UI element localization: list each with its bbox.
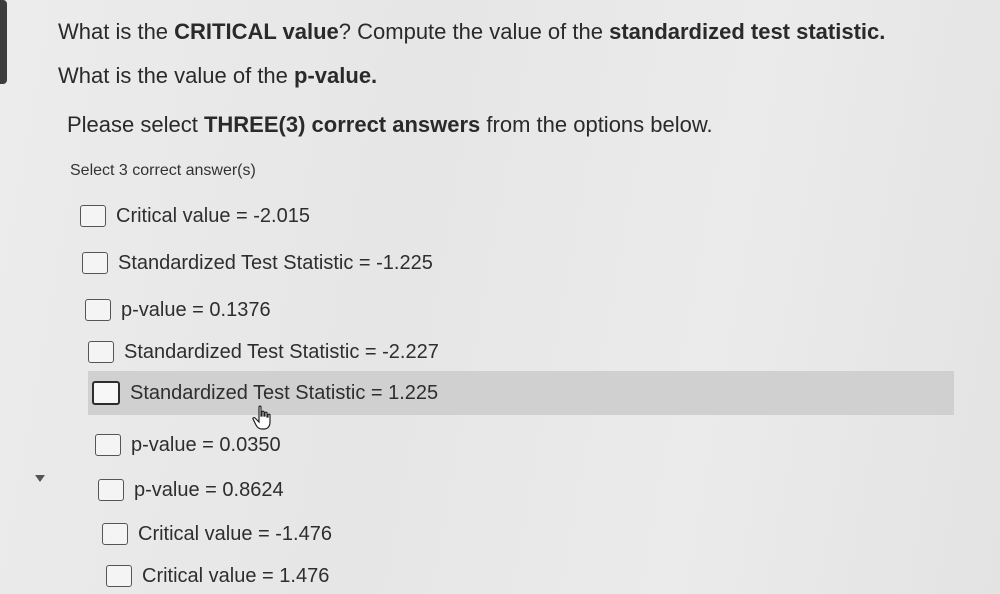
- answer-option-label: Standardized Test Statistic = -2.227: [124, 340, 439, 363]
- checkbox[interactable]: [106, 565, 132, 587]
- checkbox[interactable]: [82, 252, 108, 274]
- question-text-part: What is the value of the: [58, 63, 295, 88]
- answer-option-label: Critical value = -2.015: [116, 204, 310, 227]
- answer-option[interactable]: [102, 514, 332, 554]
- caret-down-icon[interactable]: [35, 475, 45, 482]
- answer-option[interactable]: [80, 196, 310, 236]
- question-text-part: What is the: [58, 19, 175, 44]
- answer-option-label: Standardized Test Statistic = 1.225: [130, 381, 439, 404]
- checkbox[interactable]: [88, 341, 114, 363]
- checkbox[interactable]: [102, 523, 128, 545]
- checkbox[interactable]: [92, 381, 120, 405]
- answer-option-label: p-value = 0.8624: [134, 478, 284, 501]
- checkbox[interactable]: [85, 299, 111, 321]
- answer-option[interactable]: [88, 332, 439, 372]
- answer-option[interactable]: [106, 556, 329, 594]
- question-emphasis: standardized test statistic.: [609, 19, 886, 44]
- answer-option[interactable]: [82, 243, 433, 283]
- answer-option[interactable]: [98, 470, 284, 510]
- instruction-part: Please select: [67, 112, 204, 137]
- answer-option-label: p-value = 0.1376: [121, 298, 271, 321]
- instruction-emphasis: THREE(3) correct answers: [203, 112, 481, 137]
- checkbox[interactable]: [98, 479, 124, 501]
- answer-option-label: p-value = 0.0350: [131, 433, 281, 456]
- answer-option-hovered[interactable]: [88, 371, 954, 415]
- question-emphasis: CRITICAL value: [174, 19, 339, 44]
- answer-option-label: Critical value = 1.476: [142, 564, 330, 587]
- answer-option-label: Standardized Test Statistic = -1.225: [118, 251, 433, 274]
- select-count-label: Select 3 correct answer(s): [70, 162, 256, 179]
- answer-option[interactable]: [85, 290, 271, 330]
- question-emphasis: p-value.: [294, 63, 378, 88]
- question-text-part: ? Compute the value of the: [338, 19, 610, 44]
- answer-option[interactable]: [95, 425, 281, 465]
- hand-pointer-icon: [252, 405, 274, 431]
- answer-option-label: Critical value = -1.476: [138, 522, 332, 545]
- instruction-part: from the options below.: [480, 112, 713, 137]
- checkbox[interactable]: [95, 434, 121, 456]
- checkbox[interactable]: [80, 205, 106, 227]
